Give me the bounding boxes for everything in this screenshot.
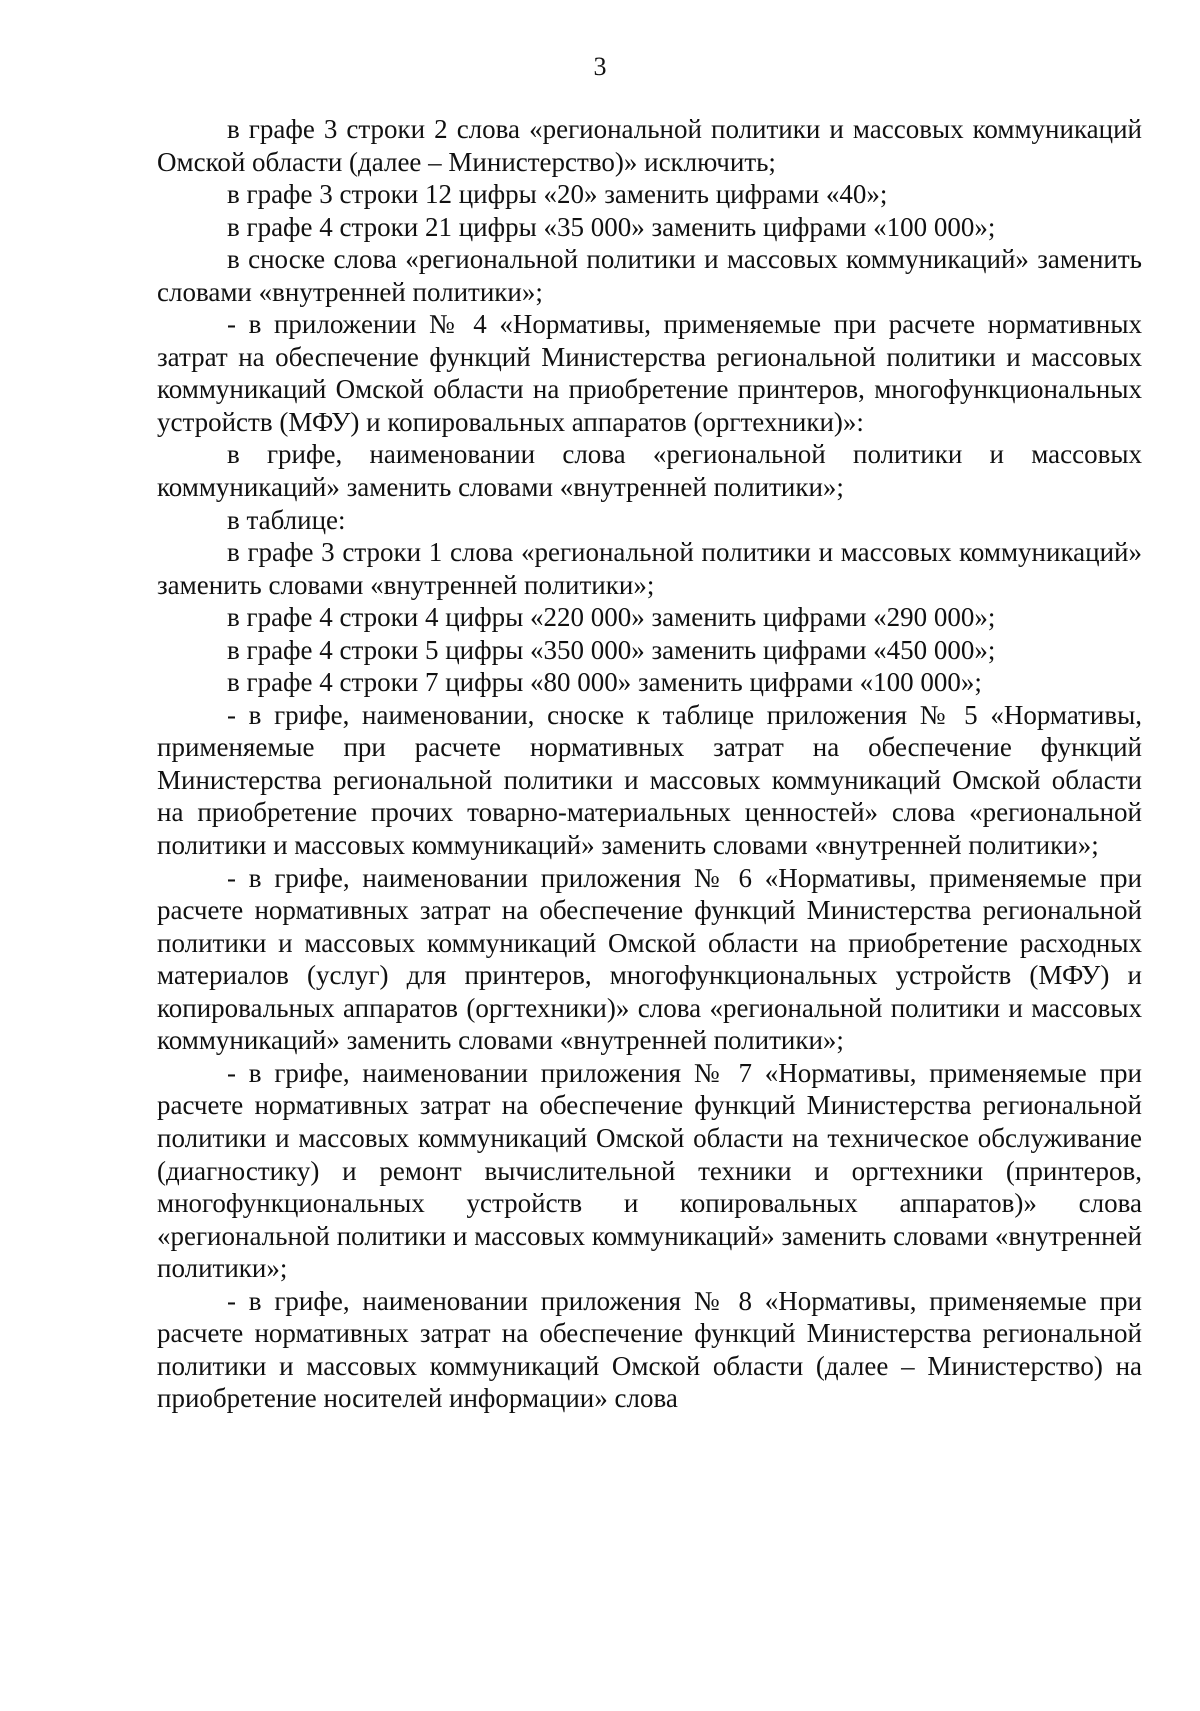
paragraph: в графе 4 строки 21 цифры «35 000» заменить цифрами «100 000»; bbox=[227, 211, 996, 242]
paragraph: в графе 3 строки 1 слова «региональной политики и массовых коммуникаций» заменить словами «внутренней политики»; bbox=[157, 537, 1142, 600]
paragraph: в грифе, наименовании слова «региональной политики и массовых коммуникаций» заменить словами «внутренней политики»; bbox=[157, 439, 1142, 503]
document-body bbox=[157, 113, 1142, 1415]
paragraph: - в грифе, наименовании приложения № 6 «Нормативы, применяемые при расчете нормативных затрат на обеспечение функций Министерства региональной политики и массовых коммуникаций Омской области на приобретение расходных материалов (услуг) для принтеров, многофункциональных устройств (МФУ) и копировальных аппаратов (оргтехники)» слова «региональной политики и массовых коммуникаций» заменить словами «внутренней политики»; bbox=[157, 862, 1142, 1056]
paragraph: - в грифе, наименовании приложения № 7 «Нормативы, применяемые при расчете нормативных затрат на обеспечение функций Министерства региональной политики и массовых коммуникаций Омской области на техническое обслуживание (диагностику) и ремонт вычислительной техники и оргтехники (принтеров, многофункциональных устройств и копировальных аппаратов)» слова «региональной политики и массовых коммуникаций» заменить словами «внутренней политики»; bbox=[157, 1057, 1142, 1284]
paragraph: в графе 4 строки 4 цифры «220 000» заменить цифрами «290 000»; bbox=[227, 602, 996, 633]
paragraph: - в грифе, наименовании приложения № 8 «Нормативы, применяемые при расчете нормативных затрат на обеспечение функций Министерства региональной политики и массовых коммуникаций Омской области (далее – Министерство) на приобретение носителей информации» слова bbox=[157, 1285, 1142, 1414]
paragraph: в таблице: bbox=[227, 504, 346, 535]
paragraph: в графе 3 строки 2 слова «региональной политики и массовых коммуникаций Омской области (далее – Министерство)» исключить; bbox=[157, 114, 1142, 177]
paragraph: - в приложении № 4 «Нормативы, применяемые при расчете нормативных затрат на обеспечение функций Министерства региональной политики и массовых коммуникаций Омской области на приобретение принтеров, многофункциональных устройств (МФУ) и копировальных аппаратов (оргтехники)»: bbox=[157, 309, 1142, 437]
paragraph: в графе 4 строки 7 цифры «80 000» заменить цифрами «100 000»; bbox=[227, 667, 982, 698]
paragraph: - в грифе, наименовании, сноске к таблице приложения № 5 «Нормативы, применяемые при расчете нормативных затрат на обеспечение функций Министерства региональной политики и массовых коммуникаций Омской области на приобретение прочих товарно-материальных ценностей» слова «региональной политики и массовых коммуникаций» заменить словами «внутренней политики»; bbox=[157, 699, 1142, 861]
paragraph: в сноске слова «региональной политики и массовых коммуникаций» заменить словами «внутренней политики»; bbox=[157, 244, 1142, 307]
paragraph: в графе 4 строки 5 цифры «350 000» заменить цифрами «450 000»; bbox=[227, 634, 996, 665]
paragraph: в графе 3 строки 12 цифры «20» заменить цифрами «40»; bbox=[227, 179, 888, 210]
page-number: 3 bbox=[593, 52, 607, 81]
